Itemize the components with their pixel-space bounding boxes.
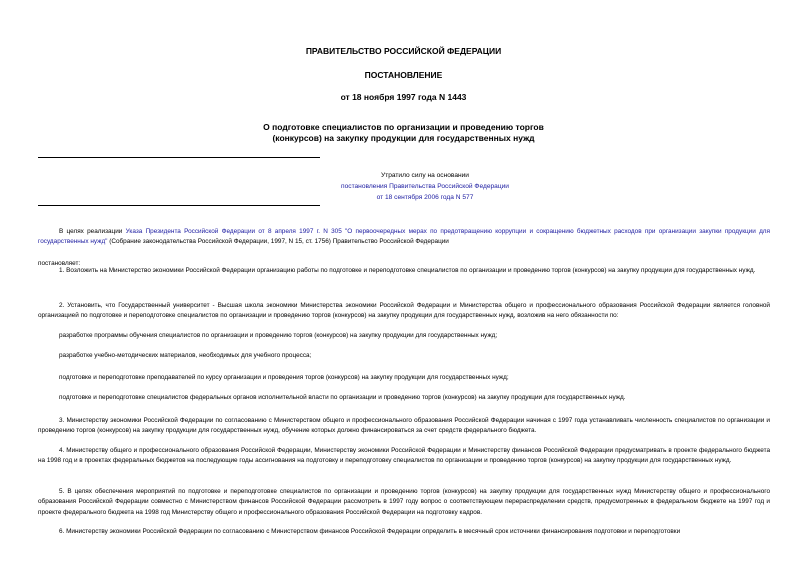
preamble-paragraph <box>38 227 770 248</box>
document-title-line-1: О подготовке специалистов по организации и проведению торгов <box>263 122 544 132</box>
cancellation-note: Утратило силу на основании <box>381 172 469 179</box>
decree-word: постановляет: <box>38 260 81 267</box>
duty-2: разработке учебно-методических материалов, необходимых для учебного процесса; <box>59 352 312 359</box>
duty-1: разработке программы обучения специалистов по организации и проведению торгов (конкурсов) на закупку продукции для государственных нужд; <box>59 332 498 339</box>
paragraph-2: 2. Установить, что Государственный университет - Высшая школа экономики Министерства экономики Российской Федерации и Министерства общего и профессионального образования Российской Федерации является головной организацией по подготовке и переподготовке специалистов по организации и проведению торгов (конкурсов) на закупку продукции для государственных нужд, возложив на него обязанности по: <box>38 302 770 320</box>
government-heading: ПРАВИТЕЛЬСТВО РОССИЙСКОЙ ФЕДЕРАЦИИ <box>305 46 502 56</box>
paragraph-3: 3. Министерству экономики Российской Федерации по согласованию с Министерством общего и профессионального образования Российской Федерации начиная с 1997 года устанавливать численность специалистов по организации и проведению торгов (конкурсов) на закупку продукции для государственных нужд, обучение которых должно финансироваться за счет средств федерального бюджета. <box>38 417 770 435</box>
duty-3: подготовке и переподготовке преподавателей по курсу организации и проведения торгов (конкурсов) на закупку продукции для государственных нужд; <box>59 374 509 381</box>
cancellation-link-line-1[interactable]: постановления Правительства Российской Федерации <box>341 183 509 190</box>
bottom-divider <box>38 205 320 206</box>
top-divider <box>38 157 320 158</box>
document-title-line-2: (конкурсов) на закупку продукции для государственных нужд <box>272 133 535 143</box>
document-type: ПОСТАНОВЛЕНИЕ <box>364 70 443 80</box>
paragraph-4: 4. Министерству общего и профессионального образования Российской Федерации, Министерству экономики Российской Федерации и Министерству финансов Российской Федерации предусматривать в проекте федерального бюджета на 1998 год и в проектах федеральных бюджетов на последующие годы ассигнования на подготовку и переподготовку специалистов по организации и проведению торгов (конкурсов) на закупку продукции для государственных нужд. <box>38 447 770 465</box>
paragraph-6: 6. Министерству экономики Российской Федерации по согласованию с Министерством финансов Российской Федерации определить в месячный срок источники финансирования подготовки и переподготовки <box>59 528 681 535</box>
cancellation-link-line-2[interactable]: от 18 сентября 2006 года N 577 <box>376 194 474 201</box>
preamble-tail-text: (Собрание законодательства Российской Федерации, 1997, N 15, ст. 1756) Правительство Российской Федерации <box>107 238 449 246</box>
presidential-decree-link[interactable]: Указа Президента Российской Федерации от 8 апреля 1997 г. N 305 "О первоочередных мерах по предотвращению коррупции и сокращению бюджетных расходов при организации закупки продукции для государственных нужд" <box>38 228 770 246</box>
document-date-number: от 18 ноября 1997 года N 1443 <box>340 92 467 102</box>
preamble-lead-text: В целях реализации <box>59 228 126 235</box>
duty-4: подготовке и переподготовке специалистов федеральных органов исполнительной власти по организации и проведению торгов (конкурсов) на закупку продукции для государственных нужд. <box>59 394 626 401</box>
paragraph-1: 1. Возложить на Министерство экономики Российской Федерации организацию работы по подготовке и переподготовке специалистов по организации и проведению торгов (конкурсов) на закупку продукции для государственных нужд. <box>59 267 756 274</box>
paragraph-5: 5. В целях обеспечения мероприятий по подготовке и переподготовке специалистов по организации и проведению торгов (конкурсов) на закупку продукции для государственных нужд Министерству общего и профессионального образования Российской Федерации совместно с Министерством финансов Российской Федерации рассмотреть в 1997 году вопрос о соответствующем перераспределении средств, предусмотренных в федеральном бюджете на 1997 год и проекте федерального бюджета на 1998 год Министерству общего и профессионального образования Российской Федерации на подготовку кадров. <box>38 488 770 516</box>
